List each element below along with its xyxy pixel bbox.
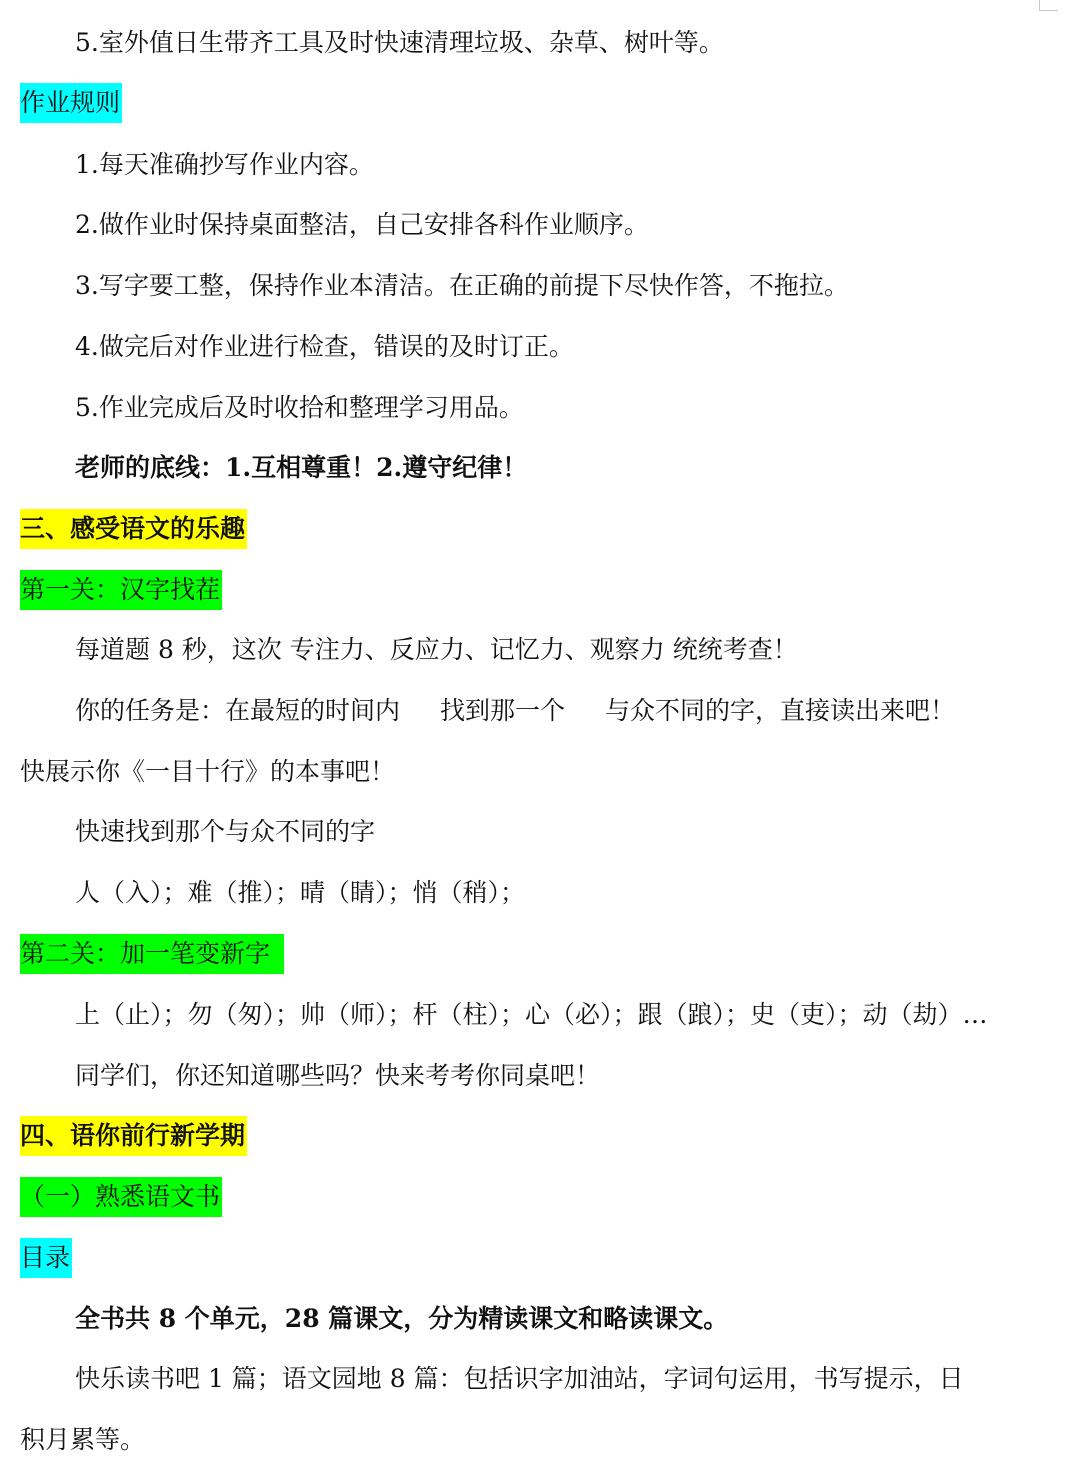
paragraph-reading-garden: 快乐读书吧 1 篇；语文园地 8 篇：包括识字加油站，字词句运用，书写提示，日 (75, 1364, 964, 1393)
heading-section-four-text: 四、语你前行新学期 (20, 1116, 247, 1156)
heading-level-two (20, 934, 1044, 974)
heading-table-of-contents (20, 1238, 1044, 1278)
paragraph-your-task (75, 691, 1044, 731)
paragraph-homework-rule-1: 1.每天准确抄写作业内容。 (75, 150, 374, 179)
page-corner-mark (1039, 0, 1058, 11)
heading-level-two-text: 第二关：加一笔变新字 (20, 934, 284, 974)
paragraph-teacher-bottom-line: 老师的底线：1.互相尊重！2.遵守纪律！ (75, 453, 528, 482)
heading-know-textbook-text: （一）熟悉语文书 (20, 1177, 222, 1217)
paragraph-find-different: 快速找到那个与众不同的字 (75, 817, 376, 846)
heading-section-four (20, 1116, 1044, 1156)
heading-section-three (20, 509, 1044, 549)
paragraph-book-units: 全书共 8 个单元，28 篇课文，分为精读课文和略读课文。 (75, 1304, 729, 1333)
paragraph-accumulate: 积月累等。 (20, 1425, 146, 1454)
paragraph-homework-rule-5: 5.作业完成后及时收拾和整理学习用品。 (75, 393, 524, 422)
task-part-2: 找到那一个 (440, 696, 566, 725)
paragraph-homework-rule-4: 4.做完后对作业进行检查，错误的及时订正。 (75, 332, 574, 361)
paragraph-character-pairs-2: 上（止）；勿（匆）；帅（师）；杆（柱）；心（必）；跟（踉）；史（吏）；动（劫）… (75, 1000, 988, 1029)
paragraph-homework-rule-2: 2.做作业时保持桌面整洁，自己安排各科作业顺序。 (75, 210, 649, 239)
task-part-3: 与众不同的字，直接读出来吧！ (605, 696, 956, 725)
heading-homework-rules (20, 83, 1044, 123)
paragraph-eight-seconds: 每道题 8 秒，这次 专注力、反应力、记忆力、观察力 统统考查！ (75, 635, 798, 664)
heading-table-of-contents-text: 目录 (20, 1238, 72, 1278)
paragraph-character-pairs-1: 人（入）；难（推）；晴（睛）；悄（稍）； (75, 878, 526, 907)
paragraph-quiz-deskmate: 同学们，你还知道哪些吗？快来考考你同桌吧！ (75, 1061, 601, 1090)
paragraph-duty-rule-5: 5.室外值日生带齐工具及时快速清理垃圾、杂草、树叶等。 (75, 28, 724, 57)
paragraph-show-skill: 快展示你《一目十行》的本事吧！ (20, 757, 396, 786)
heading-homework-rules-text: 作业规则 (20, 83, 122, 123)
task-part-1: 你的任务是：在最短的时间内 (75, 696, 401, 725)
heading-level-one (20, 570, 1044, 610)
paragraph-homework-rule-3: 3.写字要工整，保持作业本清洁。在正确的前提下尽快作答，不拖拉。 (75, 271, 849, 300)
heading-know-textbook (20, 1177, 1044, 1217)
heading-level-one-text: 第一关：汉字找茬 (20, 570, 222, 610)
heading-section-three-text: 三、感受语文的乐趣 (20, 509, 247, 549)
